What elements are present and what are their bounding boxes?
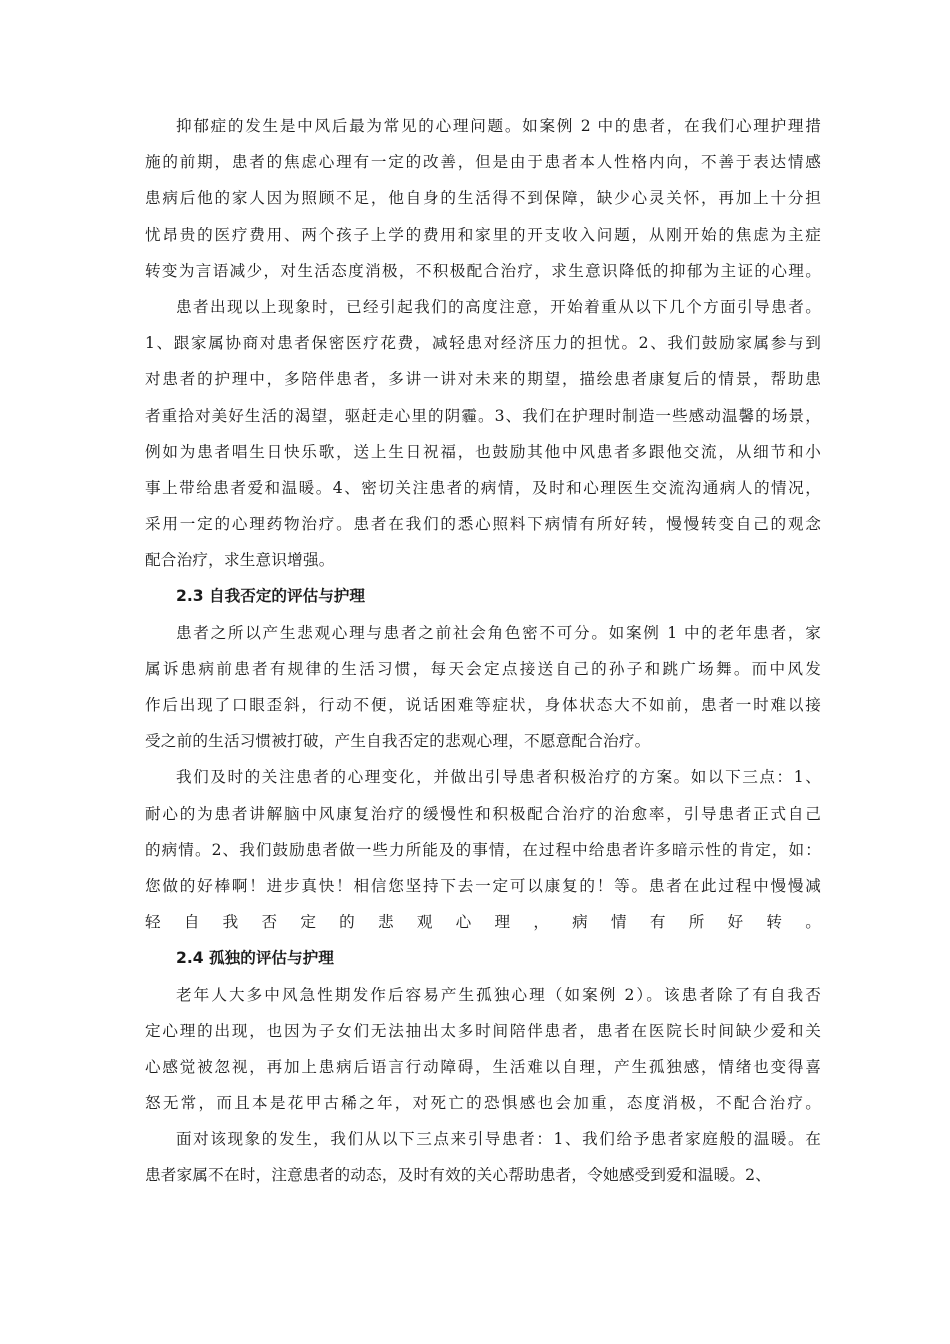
text-line: 采用一定的心理药物治疗。患者在我们的悉心照料下病情有所好转，慢慢转变自己的观念 [145, 515, 821, 534]
text-line: 者重拾对美好生活的渴望，驱赶走心里的阴霾。3、我们在护理时制造一些感动温馨的场景， [145, 406, 821, 425]
text-line: 施的前期，患者的焦虑心理有一定的改善，但是由于患者本人性格内向，不善于表达情感 [145, 153, 821, 172]
text-line: 事上带给患者爱和温暖。4、密切关注患者的病情，及时和心理医生交流沟通病人的情况， [145, 478, 821, 497]
text-line: 您做的好棒啊！进步真快！相信您坚持下去一定可以康复的！等。患者在此过程中慢慢减 [145, 876, 821, 895]
text-line: 老年人大多中风急性期发作后容易产生孤独心理（如案例 2）。该患者除了有自我否 [176, 985, 821, 1004]
text-line: 1、跟家属协商对患者保密医疗花费，减轻患对经济压力的担忧。2、我们鼓励家属参与到 [145, 334, 821, 353]
section-heading: 2.3 自我否定的评估与护理 [176, 587, 365, 606]
paragraph [145, 108, 821, 289]
section-heading: 2.4 孤独的评估与护理 [176, 949, 334, 968]
text-line: 转变为言语减少，对生活态度消极，不积极配合治疗，求生意识降低的抑郁为主证的心理。 [145, 261, 821, 280]
text-line: 对患者的护理中，多陪伴患者，多讲一讲对未来的期望，描绘患者康复后的情景，帮助患 [145, 370, 821, 389]
document-page [145, 108, 821, 1194]
text-line: 属诉患病前患者有规律的生活习惯，每天会定点接送自己的孙子和跳广场舞。而中风发 [145, 659, 821, 678]
text-line: 耐心的为患者讲解脑中风康复治疗的缓慢性和积极配合治疗的治愈率，引导患者正式自己 [145, 804, 821, 823]
paragraph [145, 977, 821, 1122]
text-line: 的病情。2、我们鼓励患者做一些力所能及的事情，在过程中给患者许多暗示性的肯定，如： [145, 840, 821, 859]
text-line: 轻自我否定的悲观心理，病情有所好转。 [145, 913, 821, 932]
text-line: 抑郁症的发生是中风后最为常见的心理问题。如案例 2 中的患者，在我们心理护理措 [176, 117, 821, 135]
text-line: 例如为患者唱生日快乐歌，送上生日祝福，也鼓励其他中风患者多跟他交流，从细节和小 [145, 442, 821, 461]
text-line: 心感觉被忽视，再加上患病后语言行动障碍，生活难以自理，产生孤独感，情绪也变得喜 [145, 1057, 821, 1076]
text-line: 我们及时的关注患者的心理变化，并做出引导患者积极治疗的方案。如以下三点：1、 [176, 768, 821, 787]
paragraph [145, 759, 821, 940]
text-line: 患者之所以产生悲观心理与患者之前社会角色密不可分。如案例 1 中的老年患者，家 [176, 623, 821, 642]
paragraph [145, 1121, 821, 1193]
paragraph [145, 615, 821, 760]
text-line: 患病后他的家人因为照顾不足，他自身的生活得不到保障，缺少心灵关怀，再加上十分担 [145, 189, 821, 208]
text-line: 忧昂贵的医疗费用、两个孩子上学的费用和家里的开支收入问题，从刚开始的焦虑为主症 [145, 225, 821, 244]
text-line: 面对该现象的发生，我们从以下三点来引导患者：1、我们给予患者家庭般的温暖。在 [176, 1130, 821, 1149]
text-line: 配合治疗，求生意识增强。 [145, 551, 335, 570]
text-line: 患者家属不在时，注意患者的动态，及时有效的关心帮助患者，令她感受到爱和温暖。2、 [145, 1166, 772, 1185]
text-line: 怒无常，而且本是花甲古稀之年，对死亡的恐惧感也会加重，态度消极，不配合治疗。 [145, 1094, 821, 1113]
text-line: 定心理的出现，也因为子女们无法抽出太多时间陪伴患者，患者在医院长时间缺少爱和关 [145, 1021, 821, 1040]
text-line: 患者出现以上现象时，已经引起我们的高度注意，开始着重从以下几个方面引导患者。 [176, 297, 821, 316]
text-line: 作后出现了口眼歪斜，行动不便，说话困难等症状，身体状态大不如前，患者一时难以接 [145, 696, 821, 714]
paragraph [145, 289, 821, 579]
text-line: 受之前的生活习惯被打破，产生自我否定的悲观心理，不愿意配合治疗。 [145, 732, 651, 751]
